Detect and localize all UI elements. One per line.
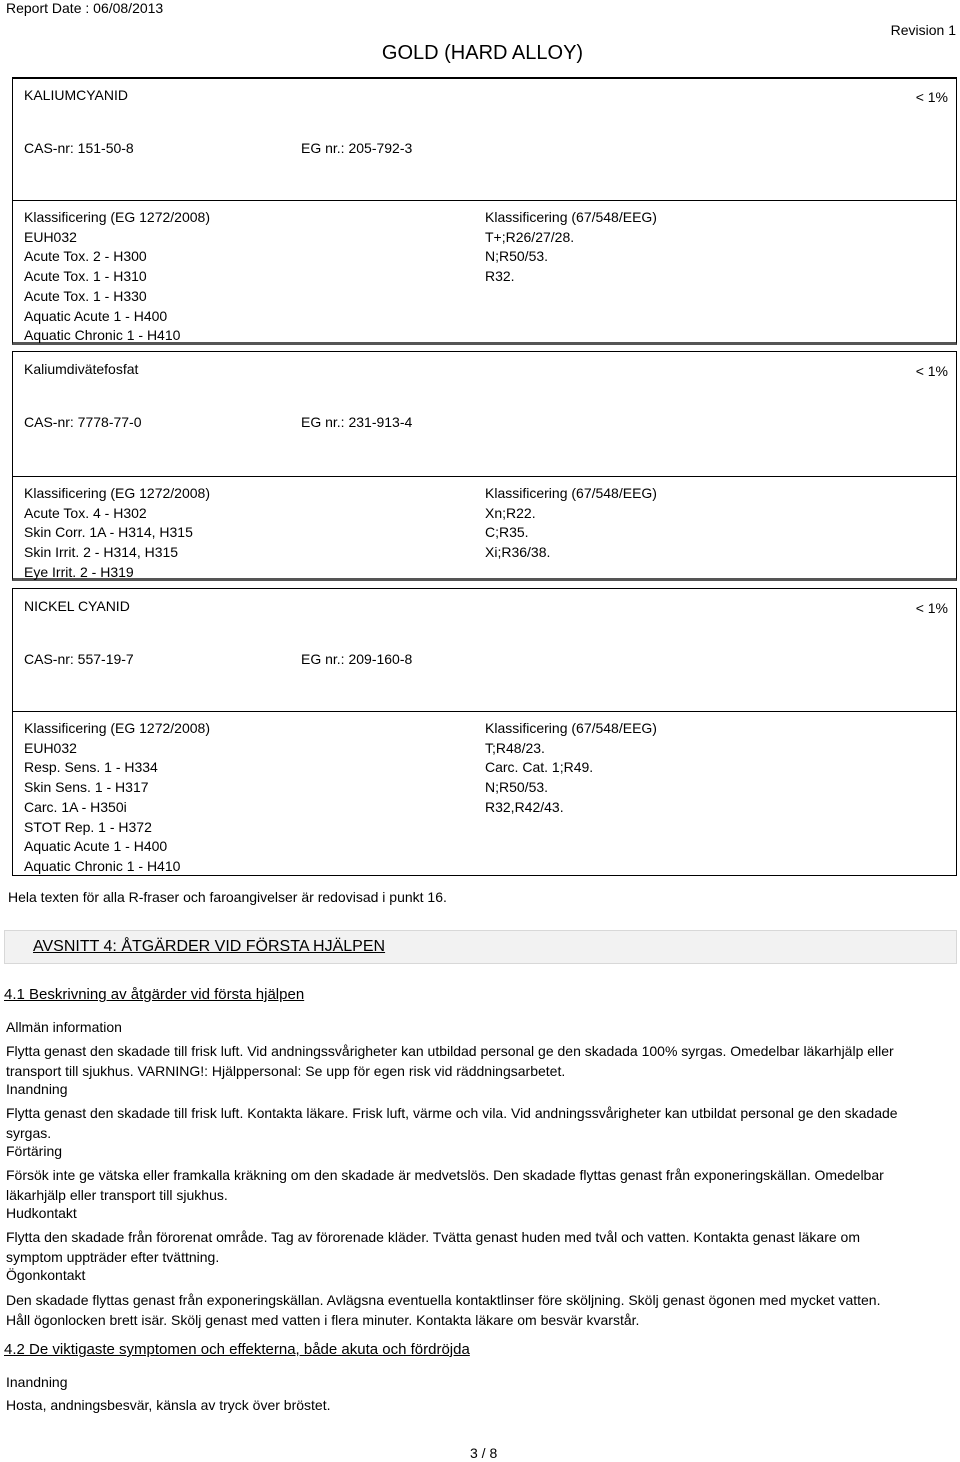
eye-contact-label: Ögonkontakt — [6, 1267, 86, 1283]
class-line: Acute Tox. 2 - H300 — [24, 248, 147, 265]
class-line: Klassificering (EG 1272/2008) — [24, 209, 210, 225]
ingredient-block-kaliumcyanid — [12, 77, 957, 345]
class-line: Aquatic Acute 1 - H400 — [24, 307, 168, 324]
class-line: Klassificering (EG 1272/2008) — [24, 720, 210, 736]
skin-contact-text: Flytta den skadade från förorenat område. Tag av förorenade kläder. Tvätta genast huden med tvål och vatten. Kontakta genast läkare om symptom uppträder efter tvättning. — [6, 1229, 861, 1265]
class-line: EUH032 — [24, 739, 77, 756]
class-line: Resp. Sens. 1 - H334 — [24, 759, 158, 776]
class-line: Acute Tox. 1 - H330 — [24, 287, 147, 304]
class-line: Skin Sens. 1 - H317 — [24, 779, 149, 796]
ingredient-block-nickel-cyanid — [12, 588, 957, 876]
eye-contact-text: Den skadade flyttas genast från exponeringskällan. Avlägsna eventuella kontaktlinser före sköljning. Skölj genast ögonen med mycket vatten. Håll ögonlocken brett isär. Skölj genast med vatten i flera minuter. Kontakta läkare om besvär kvarstår. — [6, 1292, 881, 1328]
section-4-title: AVSNITT 4: ÅTGÄRDER VID FÖRSTA HJÄLPEN — [33, 938, 386, 955]
class-line: Klassificering (67/548/EEG) — [485, 485, 657, 501]
ingredient-block-kaliumdivatefosfat — [12, 351, 957, 581]
classification-clp — [24, 208, 210, 346]
cas-number: CAS-nr: 7778-77-0 — [24, 414, 142, 430]
subsection-4-1-title: 4.1 Beskrivning av åtgärder vid första hjälpen — [4, 986, 305, 1003]
classification-clp — [24, 719, 210, 877]
class-line: Klassificering (67/548/EEG) — [485, 209, 657, 225]
eg-number: EG nr.: 231-913-4 — [301, 414, 413, 430]
class-line: T;R48/23. — [485, 739, 545, 756]
class-line: R32. — [485, 268, 515, 285]
page-number: 3 / 8 — [470, 1445, 498, 1461]
class-line: Klassificering (67/548/EEG) — [485, 720, 657, 736]
ingredient-percent: < 1% — [915, 600, 948, 616]
ingredient-name: KALIUMCYANID — [24, 87, 128, 103]
class-line: Carc. 1A - H350i — [24, 798, 127, 815]
symptom-inhalation-label: Inandning — [6, 1374, 68, 1390]
cas-number: CAS-nr: 151-50-8 — [24, 140, 134, 156]
ingredient-percent: < 1% — [915, 89, 948, 105]
class-line: Aquatic Chronic 1 - H410 — [24, 327, 181, 344]
subsection-4-2-title: 4.2 De viktigaste symptomen och effekterna, både akuta och fördröjda — [4, 1341, 470, 1358]
r-phrase-note: Hela texten för alla R-fraser och faroangivelser är redovisad i punkt 16. — [8, 889, 447, 905]
eg-number: EG nr.: 205-792-3 — [301, 140, 413, 156]
ingredient-name: Kaliumdivätefosfat — [24, 361, 139, 377]
skin-contact-label: Hudkontakt — [6, 1205, 77, 1221]
classification-area — [13, 711, 956, 877]
classification-clp — [24, 484, 210, 583]
inhalation-label: Inandning — [6, 1081, 68, 1097]
eg-number: EG nr.: 209-160-8 — [301, 651, 413, 667]
class-line: Acute Tox. 1 - H310 — [24, 268, 147, 285]
general-info-label: Allmän information — [6, 1019, 122, 1035]
class-line: N;R50/53. — [485, 779, 549, 796]
class-line: N;R50/53. — [485, 248, 549, 265]
class-line: Xi;R36/38. — [485, 544, 551, 561]
class-line: Eye Irrit. 2 - H319 — [24, 563, 134, 580]
section-4-header — [4, 930, 957, 964]
report-date: Report Date : 06/08/2013 — [6, 0, 164, 16]
classification-dsd — [485, 484, 657, 563]
class-line: Acute Tox. 4 - H302 — [24, 504, 147, 521]
class-line: Klassificering (EG 1272/2008) — [24, 485, 210, 501]
class-line: C;R35. — [485, 524, 529, 541]
general-info-text: Flytta genast den skadade till frisk luft. Vid andningssvårigheter kan utbildad personal ge den skadada 100% syrgas. Omedelbar läkarhjälp eller transport till sjukhus. VARNING!: Hjälppersonal: Se upp för egen risk vid räddningsarbetet. — [6, 1043, 894, 1079]
class-line: Xn;R22. — [485, 504, 536, 521]
class-line: STOT Rep. 1 - H372 — [24, 818, 152, 835]
classification-area — [13, 200, 956, 343]
class-line: Skin Irrit. 2 - H314, H315 — [24, 544, 179, 561]
ingestion-text: Försök inte ge vätska eller framkalla kräkning om den skadade är medvetslös. Den skadade flyttas genast från exponeringskällan. Omedelbar läkarhjälp eller transport till sjukhus. — [6, 1167, 884, 1203]
classification-dsd — [485, 208, 657, 287]
class-line: EUH032 — [24, 228, 77, 245]
cas-number: CAS-nr: 557-19-7 — [24, 651, 134, 667]
ingestion-label: Förtäring — [6, 1143, 63, 1159]
class-line: T+;R26/27/28. — [485, 228, 575, 245]
class-line: Skin Corr. 1A - H314, H315 — [24, 524, 193, 541]
classification-dsd — [485, 719, 657, 818]
document-title: GOLD (HARD ALLOY) — [381, 42, 584, 64]
revision-label: Revision 1 — [890, 22, 956, 38]
class-line: Carc. Cat. 1;R49. — [485, 759, 594, 776]
ingredient-name: NICKEL CYANID — [24, 598, 130, 614]
class-line: Aquatic Acute 1 - H400 — [24, 838, 168, 855]
class-line: R32,R42/43. — [485, 798, 564, 815]
inhalation-text: Flytta genast den skadade till frisk luft. Kontakta läkare. Frisk luft, värme och vila. Vid andningssvårigheter kan utbildat personal ge den skadade syrgas. — [6, 1105, 898, 1141]
class-line: Aquatic Chronic 1 - H410 — [24, 857, 181, 874]
ingredient-percent: < 1% — [915, 363, 948, 379]
symptom-inhalation-text: Hosta, andningsbesvär, känsla av tryck över bröstet. — [6, 1397, 331, 1413]
classification-area — [13, 476, 956, 579]
